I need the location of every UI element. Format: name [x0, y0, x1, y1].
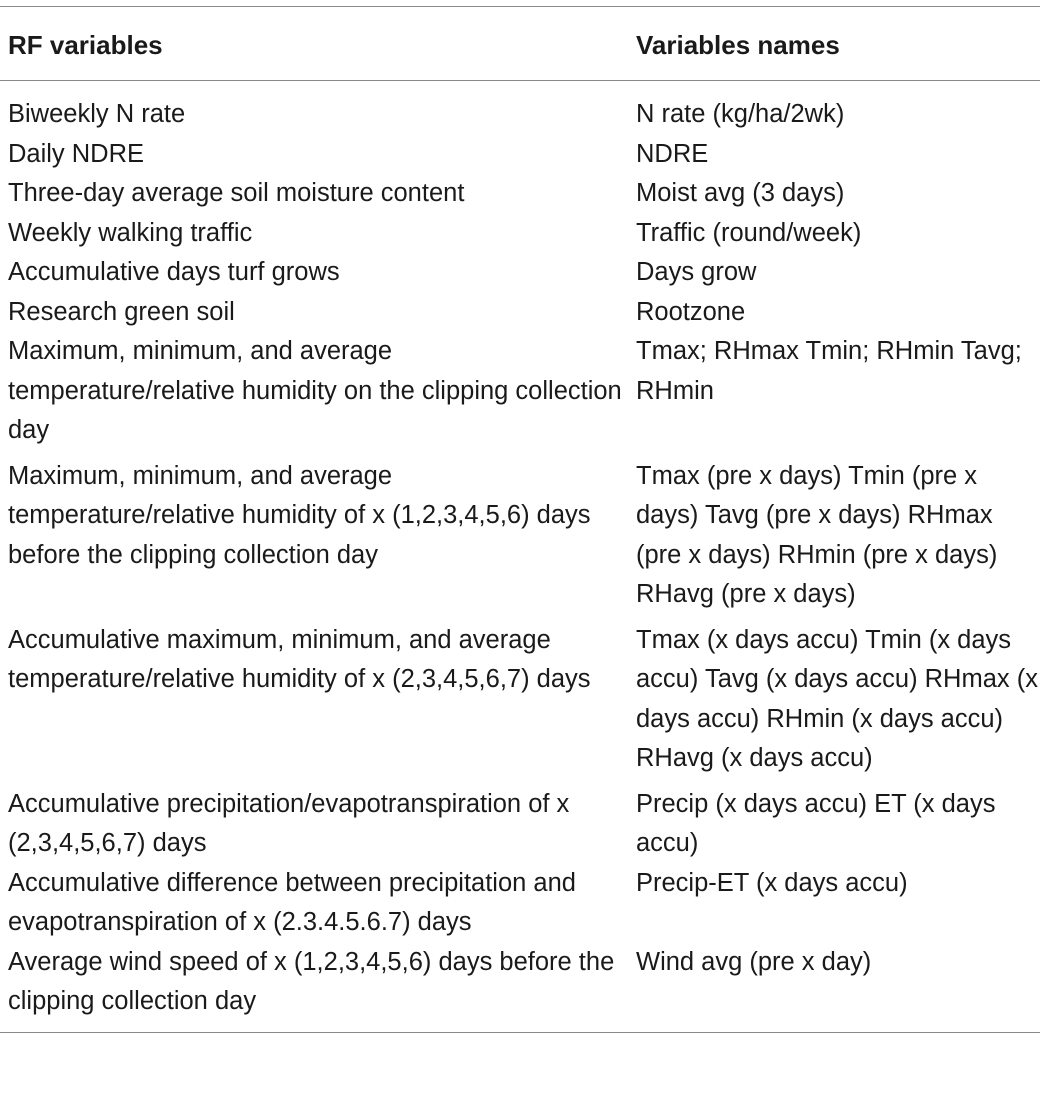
table-row: [0, 864, 1040, 943]
rf-variable-cell: Biweekly N rate: [8, 100, 186, 128]
header-rf-variables: RF variables: [8, 30, 163, 60]
rf-variable-cell: Daily NDRE: [8, 139, 145, 168]
table-row: [0, 135, 1040, 175]
table-row: [0, 615, 1040, 779]
table-body: [0, 81, 1040, 1033]
variable-name-cell: Precip (x days accu) ET (x days accu): [636, 789, 996, 857]
rf-variable-cell: Weekly walking traffic: [8, 218, 253, 247]
variable-name-cell: N rate (kg/ha/2wk): [636, 100, 845, 128]
table-row: [0, 293, 1040, 333]
variable-name-cell: NDRE: [636, 139, 709, 168]
variable-name-cell: Tmax (pre x days) Tmin (pre x days) Tavg (pre x days) RHmax (pre x days) RHmin (pre x days) RHavg (pre x days): [636, 461, 998, 608]
rf-variable-cell: Three-day average soil moisture content: [8, 179, 465, 207]
table-row: [0, 253, 1040, 293]
rf-variable-cell: Accumulative days turf grows: [8, 258, 340, 286]
rf-variable-cell: Maximum, minimum, and average temperature/relative humidity of x (1,2,3,4,5,6) days before the clipping collection day: [8, 461, 591, 569]
variable-name-cell: Rootzone: [636, 297, 746, 326]
rf-variable-cell: Maximum, minimum, and average temperature/relative humidity on the clipping collection day: [8, 337, 622, 444]
rf-variable-cell: Accumulative precipitation/evapotranspiration of x (2,3,4,5,6,7) days: [8, 789, 570, 857]
variable-name-cell: Tmax; RHmax Tmin; RHmin Tavg; RHmin: [636, 337, 1022, 405]
table-row: [0, 214, 1040, 254]
variable-name-cell: Days grow: [636, 258, 757, 286]
table-row: [0, 332, 1040, 451]
table-row: [0, 779, 1040, 864]
table-row: [0, 451, 1040, 615]
rf-variable-cell: Accumulative difference between precipitation and evapotranspiration of x (2.3.4.5.6.7) days: [8, 868, 576, 936]
table-row: [0, 174, 1040, 214]
table-header: [0, 7, 1040, 81]
variable-name-cell: Wind avg (pre x day): [636, 947, 872, 976]
rf-variable-cell: Average wind speed of x (1,2,3,4,5,6) days before the clipping collection day: [8, 947, 615, 1015]
rf-variable-cell: Research green soil: [8, 297, 235, 326]
header-variables-names: Variables names: [636, 30, 840, 60]
variable-name-cell: Precip-ET (x days accu): [636, 868, 908, 897]
header-row: [0, 7, 1040, 81]
variable-name-cell: Traffic (round/week): [636, 218, 862, 247]
table-row: [0, 81, 1040, 135]
rf-variable-cell: Accumulative maximum, minimum, and average temperature/relative humidity of x (2,3,4,5,6,7) days: [8, 625, 591, 693]
table-row: [0, 943, 1040, 1033]
variable-name-cell: Tmax (x days accu) Tmin (x days accu) Tavg (x days accu) RHmax (x days accu) RHmin (x days accu) RHavg (x days accu): [636, 625, 1038, 772]
rf-variables-table: [0, 6, 1040, 1033]
variable-name-cell: Moist avg (3 days): [636, 179, 845, 207]
